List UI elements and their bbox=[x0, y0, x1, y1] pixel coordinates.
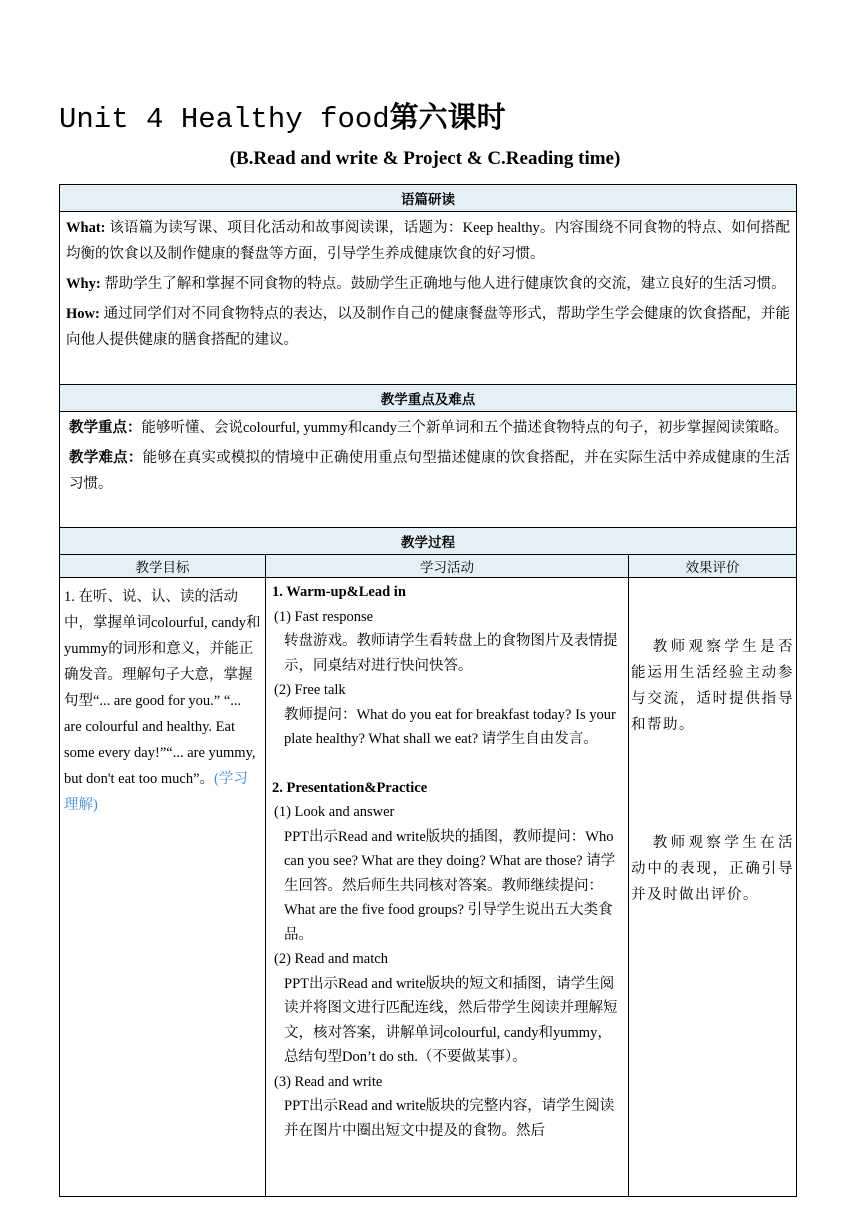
goal-tag: (学习理解) bbox=[64, 771, 248, 813]
step-2-2-text: PPT出示Read and write版块的短文和插图，请学生阅读并将图文进行匹配连线，然后带学生阅读并理解短文，核对答案，讲解单词colourful, candy和yummy，总结句型Don’t do sth.（不要做某事）。 bbox=[284, 975, 618, 1065]
focus-label: 教学重点： bbox=[69, 420, 142, 436]
document-title bbox=[59, 98, 506, 139]
key-points-cell bbox=[60, 412, 797, 528]
evaluation-content bbox=[629, 634, 796, 908]
process-header: 教学过程 bbox=[60, 528, 797, 555]
what-text: 该语篇为读写课、项目化活动和故事阅读课，话题为：Keep healthy。内容围绕不同食物的特点、如何搭配均衡的饮食以及制作健康的餐盘等方面，引导学生养成健康饮食的好习惯。 bbox=[66, 220, 791, 262]
evaluation-1: 教师观察学生是否能运用生活经验主动参与交流，适时提供指导和帮助。 bbox=[631, 639, 795, 733]
difficulty-text: 能够在真实或模拟的情境中正确使用重点句型描述健康的饮食搭配，并在实际生活中养成健康的生活习惯。 bbox=[69, 450, 791, 492]
what-label: What: bbox=[66, 220, 106, 236]
why-paragraph bbox=[60, 269, 796, 299]
step-2-2-title: (2) Read and match bbox=[274, 951, 388, 967]
activity-content bbox=[266, 578, 628, 1143]
text-study-header: 语篇研读 bbox=[60, 185, 797, 212]
how-text: 通过同学们对不同食物特点的表达，以及制作自己的健康餐盘等形式，帮助学生学会健康的饮食搭配，并能向他人提供健康的膳食搭配的建议。 bbox=[66, 306, 791, 348]
key-points-header: 教学重点及难点 bbox=[60, 385, 797, 412]
stage-2-title: 2. Presentation&Practice bbox=[272, 779, 428, 796]
step-1-1-title: (1) Fast response bbox=[274, 608, 374, 625]
what-paragraph bbox=[60, 212, 796, 269]
title-main: Unit 4 Healthy food bbox=[59, 103, 390, 136]
activity-cell bbox=[266, 578, 629, 1197]
step-1-1-text: 转盘游戏。教师请学生看转盘上的食物图片及表情提示，同桌结对进行快问快答。 bbox=[284, 633, 618, 674]
difficulty-label: 教学难点： bbox=[69, 450, 143, 466]
how-label: How: bbox=[66, 306, 100, 322]
step-1-2-title: (2) Free talk bbox=[274, 682, 346, 698]
evaluation-cell bbox=[629, 578, 797, 1197]
evaluation-2: 教师观察学生在活动中的表现，正确引导并及时做出评价。 bbox=[631, 835, 795, 903]
lesson-plan-table bbox=[59, 184, 797, 1197]
title-lesson: 第六课时 bbox=[389, 100, 506, 134]
difficulty-paragraph bbox=[60, 443, 796, 499]
focus-text: 能够听懂、会说colourful, yummy和candy三个新单词和五个描述食物特点的句子，初步掌握阅读策略。 bbox=[141, 420, 789, 436]
goal-cell bbox=[60, 578, 266, 1197]
step-2-1-title: (1) Look and answer bbox=[274, 804, 395, 820]
goal-part1: 1. 在听、说、认、读的活动中，掌握单词colourful, candy和yummy的词形和意义，并能正确发音。理解句子大意，掌握句型“... are good for you.” “... are colourful and healthy. Eat some every day!”“... are yummy, but don't eat too much”。 bbox=[64, 589, 261, 787]
stage-1-title: 1. Warm-up&Lead in bbox=[272, 584, 406, 600]
step-1-2-text: 教师提问：What do you eat for breakfast today? Is your plate healthy? What shall we eat? 请学生自由发言。 bbox=[284, 706, 616, 747]
why-label: Why: bbox=[66, 276, 101, 292]
goal-text bbox=[60, 578, 265, 818]
column-header-evaluation: 效果评价 bbox=[629, 555, 797, 578]
column-header-activity: 学习活动 bbox=[266, 555, 629, 578]
column-header-goal: 教学目标 bbox=[60, 555, 266, 578]
document-subtitle: (B.Read and write & Project & C.Reading time) bbox=[229, 148, 621, 169]
how-paragraph bbox=[60, 299, 796, 355]
step-2-1-text: PPT出示Read and write版块的插图，教师提问：Who can you see? What are they doing? What are those? 请学生回答。然后师生共同核对答案。教师继续提问：What are the five food groups? 引导学生说出五大类食品。 bbox=[284, 828, 616, 943]
focus-paragraph bbox=[60, 412, 796, 443]
text-study-cell bbox=[60, 212, 797, 385]
why-text: 帮助学生了解和掌握不同食物的特点。鼓励学生正确地与他人进行健康饮食的交流，建立良好的生活习惯。 bbox=[100, 276, 786, 292]
step-2-3-text: PPT出示Read and write版块的完整内容，请学生阅读并在图片中圈出短文中提及的食物。然后 bbox=[284, 1098, 615, 1139]
step-2-3-title: (3) Read and write bbox=[274, 1073, 383, 1090]
